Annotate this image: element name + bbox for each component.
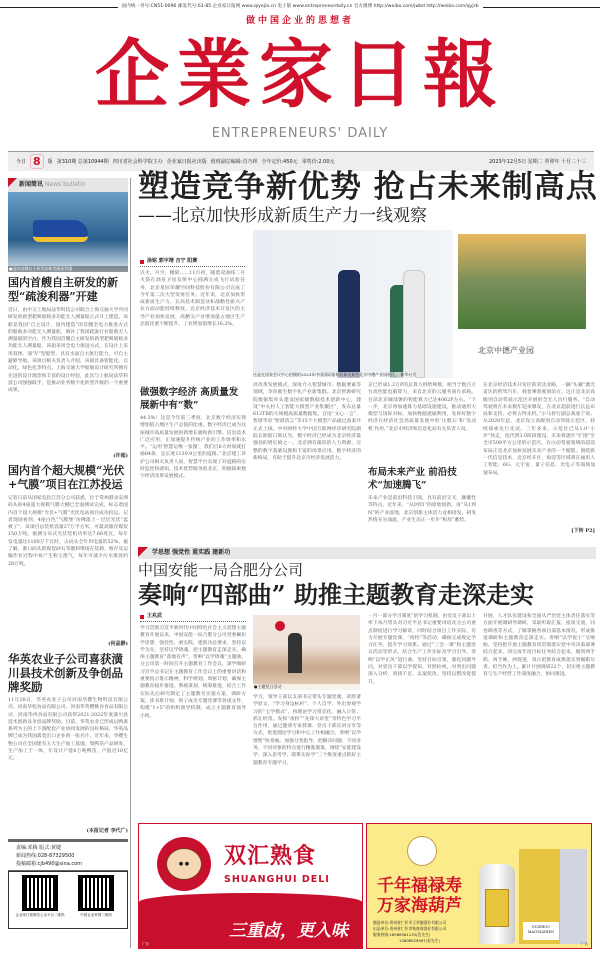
page-suffix: 版 (47, 158, 53, 165)
ad-slogan: 三重卤，更入味 (229, 921, 348, 941)
article-text: 未来产业是前沿科技引领，具有前沿交叉、颠覆性等特点。近年来，“从0到1”的原始创新，再“从1到N”的产业落地，北京创新主体活力竞相迸发，研发热情充分涌流，产业生态正一步步“积厚”蓄势。 (368, 496, 476, 523)
story-title[interactable]: 国内首个超大规模“光伏+气膜”项目在江苏投运 (8, 464, 125, 491)
duty-editor: 值班副总编辑:肖乃林 (210, 158, 258, 165)
ad-brand: 双汇熟食 (224, 844, 317, 869)
page-count: 8 (30, 154, 44, 169)
ad-seller: 出品单位:贵州省仁怀市秋康春酒业有限公司 (373, 926, 447, 931)
story-title[interactable]: 国内首艘自主研发的新型“疏浚利器”开建 (8, 276, 118, 303)
column-divider (130, 178, 131, 948)
story-credit: (本报记者 李代广) (86, 828, 128, 834)
qr-label: 中国企业家网二维码 (80, 913, 112, 917)
lead-column-5 (483, 382, 595, 535)
party-emblem-icon (275, 621, 285, 631)
article-headline[interactable]: 奏响“四部曲” 助推主题教育走深走实 (138, 580, 534, 609)
ad-hotline: 13608529997(张先生) (399, 938, 440, 943)
lead-column-2 (140, 382, 246, 543)
byline-text: 王兆武 (147, 613, 163, 619)
section-bar (138, 547, 596, 559)
person-figure (288, 633, 302, 673)
story-title[interactable]: 华英农业子公司喜获潢川县技术创新及争创品牌奖励 (8, 652, 123, 694)
article-text: 学习贯彻习近平新时代中国特色社会主义思想主题教育开展以来，中国安能一局合肥分公司党委紧扣学思想、强党性、重实践、建新功总要求，坚持以学为先，坚持以学铸魂，把主题教育走深走实，确保主题教育“落地有声”。奏响“以学铸魂”主题曲。分公司第一时间召开主题教育工作会议，深学细研习近平总书记在主题教育工作会议上的重要讲话和重要指示批示精神，科学规划、周密计划，确保主题教育稳步推进。系统谋划、统筹推进，结合工作实际先后研究制定了主题教育实施方案、调研方案、读书班计划、班子成员专题党课等各项文件，构建“1+5”的组织领导机制，成立主题教育领导小组。 (140, 626, 246, 719)
photo-logo-text: 北京中德产业园 (478, 346, 534, 355)
liquor-bottle-image (479, 864, 515, 944)
article-text: 44.3%！这是今年前三季度，北京数字经济实现增加值占地区生产总值的比重。数字经济已成为这座城市高质量发展的新增长极和新引擎。信息技术广泛应用，正加速提升传统产业的工作效率和水平。“运用‘智慧运维一张图’，我们自6大时间就打通84条、总长度1130.9公里的道路。”北京建工养护公司相关负责人说，智慧平台实现了对道路的实时监控和感知。技术优势服务的北京，积极探索数字经济改革发展模式。 (140, 416, 246, 480)
lead-headline[interactable]: 塑造竞争新优势 抢占未来制高点 (138, 169, 598, 205)
photo-caption: 这是在国家会议中心拍摄的2023年中国国际服务贸易交易会北京中德产业园展区。 新华社发 (253, 372, 417, 377)
publisher: 企业家日报社出版 (166, 158, 207, 165)
lead-column-1 (140, 258, 245, 378)
section-subheading: 布局未来产业 前沿技术“加速腾飞” (368, 467, 457, 491)
lead-column-3 (253, 382, 361, 542)
slogan: 做中国企业的思想者 (245, 16, 354, 26)
editor-line: 责编:邓梅 版式:黄键 (16, 845, 61, 851)
article-text: 京已形成1.2万P的总算力供给规模，相当于数百万台高性能电脑算力，来自北京的云服务商在承载。目前北京城部署的智能算力已达4062P左右。“下一步，北京将加速算力基础设施建设，推动通用大模型与国际对标，加快数据流通利用，发挥好数字经济在经济社会高质量发展中的‘压舱石’和‘发动机’作用。”北京市经济和信息化局有关负责人说。 (368, 383, 476, 432)
issue-number: 第310期 总第10944期 (56, 158, 109, 165)
article-text: 开展、人才队伍建设和全面从严治党主体责任落实等方面开展调研导调研，采取听取汇报、座谈交流、问卷调查等方式，了解掌握各项目部基本情况，形成推进调研和主题教育走深走实。奏响“以学促干”交响曲。坚持把开展主题教育同贯彻落实党中央决策部署结合起来，同完成年度目标任务结合起来，做到两手抓、两手硬、两促进，真正把教育成果落实到履职尽责、担当作为上。累计开展调研22个，切实将主题教育与生产经营工作深度融合、协同推进。 (483, 614, 595, 678)
lead-subhead: ——北京加快形成新质生产力一线观察 (138, 206, 427, 226)
annual-price: 全年定价:450元 (261, 158, 298, 165)
tag-label: 新闻简讯 (19, 181, 44, 188)
section-subheading: 做强数字经济 高质量发展新中有“数” (140, 387, 239, 411)
ad-contact-info (373, 920, 477, 944)
submission-email[interactable]: 投稿邮箱:cjb490@sina.com (16, 861, 83, 867)
lead-photo (253, 230, 598, 378)
today-label: 今日 (16, 158, 27, 165)
qr-code-icon[interactable] (22, 875, 58, 911)
boat-image (33, 220, 88, 242)
story-body: 11月28日，华英农业子公司河南华樱生物科技有限公司、河南华旭食品有限公司、河南华英樱桃谷食品有限公司、河南华冉食品有限公司获得2021-2022年度潢川县技术创新及争创品牌奖励。目前，华英农业已形成以鸭禽系列为主的上下游配套产业协同发展的良好格局，华英品牌已成为我国禽类出口企业的一张名片。近年来，华樱生物公司在全国建有五大生产加工基地，集鸭苗产品研发、生产加工于一体，年设计产能6万吨鸭苗，产值近10亿元。 (8, 698, 128, 762)
qr-code-icon[interactable] (78, 875, 114, 911)
box-label: GUIZHOU MAOTAIZHEN (523, 922, 559, 940)
qr-label: 企业家日报微信公众平台二维码 (15, 913, 65, 917)
story-body: 近日，由中交上航局法华科技公司联合上海交通大学共同研发的新型耙吸船载多功能无人测量船正式开工建造。该船是我国“自主设计、国内建造”的首艘全电力推进方式的船载多功能无人测量船，填补了我国疏浚行业船载无人测量船的空白。作为我国首艘自主研发的新型耙吸船载多功能无人测量船，该船采用全电力推进方式，在设计上采用双体、深“V”型船型，具有水面自主航行能力，可自主避障导航。该项目相关负责人介绍，该船具备智能化、自动化、绿色化等特点。上海交通大学船舶设计研究所拥有先进的设计理念和丰富的设计经验，此次与上航局法华科技公司强强联手，是推动业务数字化转型升级的一个重要成果。 (8, 308, 128, 394)
top-info-line (0, 2, 600, 12)
byline (140, 613, 246, 622)
person-figure (338, 270, 360, 378)
issue-date: 2023年12月5日 星期二 癸卯年 十月二十三 (488, 158, 586, 165)
bottle-label (485, 889, 509, 927)
byline-text: 涂铭 郭宇靖 吉宁 阳赛 (147, 258, 198, 264)
story-credit: (许超) (113, 453, 128, 459)
person-figure (403, 270, 425, 378)
ad-label: 广告 (581, 942, 588, 946)
boat-photo (8, 192, 128, 272)
section-title: 学思想 强党性 重实践 建新功 (152, 549, 231, 556)
article-kicker: 中国安能一局合肥分公司 (138, 561, 304, 579)
park-poster-image (458, 234, 586, 329)
hotline: 新闻热线:028-87329500 (16, 853, 75, 859)
byline-marker-icon (140, 615, 144, 619)
ad-slogan-line: 千年福禄寿 (377, 876, 462, 896)
article-column-4 (483, 613, 595, 810)
brand-seal-icon (407, 836, 437, 866)
sponsor: 四川省社会科学院主办 (112, 158, 163, 165)
news-bulletin-column (8, 178, 128, 948)
pig-face-icon: ● ● (166, 848, 202, 880)
continued-link[interactable]: [下转 P2] (571, 528, 595, 534)
issue-info-bar (8, 151, 594, 171)
article-text: 在北京经济技术开发区的荣达北路，一辆“头戴”激光雷达的智驾汽车，载着乘客驶领前方。这正是北京高级别自动驾驶示范区开展的全无人出行服务。“自动驾驶将在未来数年迎来爆发，在北京超前进行长远布局和支持，必将占得先机。”小马智行副总裁张宁说。从2020年起，北京设立高级别自动驾驶示范区，持续探索先行先试。三年多来，示范区已从1.0“小步”快走，迭代到3.0阶段建设，未来将逐步“扩围”至全市500平方公里的示范区。在白动驾驶领域的超前布局正是北京加快发展未来产业的一个缩影。围绕新一代信息技术、北京经开区、海淀等区域将在通用人工智能、6G、元宇宙、量子信息、光电子等领域加速布局。 (483, 383, 595, 476)
ad-slogan-line: 万家海葫芦 (377, 896, 462, 916)
liquor-ad[interactable] (366, 823, 592, 949)
article-text: 济改革发展模式，深度介入智慧城市、数据要素等领域，孕育催生数字化产业新集群。北京智源研究院数据集牵头建设国家级数据技术创新中心，建设“中关村人工智能大模型产业集聚区”，发布总量612TB的大规模高质量数据集。百度“文心一言”、智谱华章“智谱清言”等15个大模型产品通过备案并正式上线。中央财经大学中国互联网经济研究院副院长欧阳日辉认为，数字经济已经成为北京经济最强劲的增长极之一。北京拥有雄厚的人力资源、完整的数字基础设施和丰富的场景应用。数字经济的新格局，有助于提升北京市经济发展活力。 (253, 383, 361, 461)
shuanghui-ad[interactable] (138, 823, 363, 949)
byline-marker-icon (140, 260, 144, 264)
party-activity-photo (253, 615, 360, 690)
byline (140, 258, 245, 267)
article-text: 一月一部分学习制度”的学习机制，由党员干部以上率下每月带头对习近平总书记重要讲话及分公司重点制度进行学习解读，同时结合项目工作实际，有力开展专题党课，“夜校”等活动，确保完成规定学习任务，提升学习效果。通过“三会一课”和主题党日活动等形式，结合生产工作实际及学习引导。奏响“以学正风”进行曲。坚持目标引领，强化问题导向，对党员干部以学促知、对照检视，对突出问题深入分析，查找不足，以案促改，坚持以整改促提升。 (368, 614, 476, 685)
article-column-2 (253, 694, 361, 808)
masthead-english: ENTREPRENEURS' DAILY (211, 126, 389, 141)
tag-label-en: News bulletin (45, 181, 86, 188)
article-text: 学习，领导干部以支部书记带头专题党课，读原著学原文、“学习身边标杆”、个人自学、外出参观学习的“七学模式”，将理论学习常态化、融入日常、抓在经常。发挥“夜校”“先锋大讲堂”等特色学习平台作用，通过邀请专家授课、党员干部宣讲分享等方式，促进理论学习和中心工作相融合。奏响“以学增智”协奏曲。加强分类指导，把解决问题、不同业务、不同对象的特点进行精准施策，围绕“安能建设学、深入思考学、联系实际学”三个维度重点抓好主题教育专题学习。 (253, 695, 361, 766)
story-credit: (何晶静) (108, 641, 128, 647)
pig-logo-icon (157, 837, 211, 891)
ad-label: 广告 (142, 942, 149, 946)
article-text: 点火、升空、精陨……11月初，随着双曲线二号火箭在酒泉卫星发射中心圆满完成飞行试验任务，北京星际荣耀空间科技股份有限公司完成了今年第二次大型发射任务。近年来，北京加快形成新质生产力，在高技术制造业和战略性新兴产业方面动能持续释放。北京经济技术开发区的主导产业加快发展，高精尖产业增加值占地区生产总值比重不断提升，工业增加值增长16.2%。 (140, 271, 245, 328)
ad-hotline: 服务热线:18586361133(沈先生) (373, 932, 431, 937)
qr-codes (8, 871, 128, 929)
corner-triangle-icon (138, 547, 148, 557)
editor-info (8, 839, 128, 871)
corner-triangle-icon (8, 178, 17, 187)
lead-column-4 (368, 382, 476, 539)
masthead-logo: 企業家日報 (95, 32, 505, 118)
article-column-1 (140, 613, 246, 815)
liquor-box-image (519, 849, 587, 944)
retail-price: 零售价:2.00元 (301, 158, 335, 165)
ad-slogan (377, 876, 462, 916)
publication-info: 国内统一刊号:CN51-0096 邮发代号:61-85 企业家日报网 www.qiyejia.cn 电子版 www.entrepreneurdaily.cn 官方微博 http://weibo.com/jwbd http://weibo.com/qyjrb (121, 4, 479, 9)
ad-brand-en: SHUANGHUI DELI (224, 874, 330, 885)
photo-caption: ●国内首艘自主研发的新型疏浚利器 (8, 266, 128, 272)
news-bulletin-tag (8, 178, 128, 192)
story-body: 记者日前从国家电投江苏分公司获悉，位于常州港录安洲码头的4座超大规模气膜大棚已全面测试完成，标志着国内首个超大规模“光伏+气膜”光伏电站项目成功投运。记者现场看到，4座白色“气膜堡”仿佛落上一层层光伏“蓝被子”，该项目总装机容量27万平方米，可最高储存煤炭150万吨。据测分布式光伏装机功率达7.66兆瓦，每年发电量达1100万千瓦时，占码头全年用电量的52%。据了解，港口码头的煤炭砂石等散料堆场在装卸、堆存及运输作业过程中易产生粉尘废气，每年可减少污水排放约28万吨。 (8, 496, 128, 567)
ad-maker: 酿造单位:贵州省仁怀市王茅酿酒业有限公司 (373, 920, 447, 925)
article-column-3 (368, 613, 476, 810)
photo-caption: ●主题党日活动 (253, 684, 360, 690)
